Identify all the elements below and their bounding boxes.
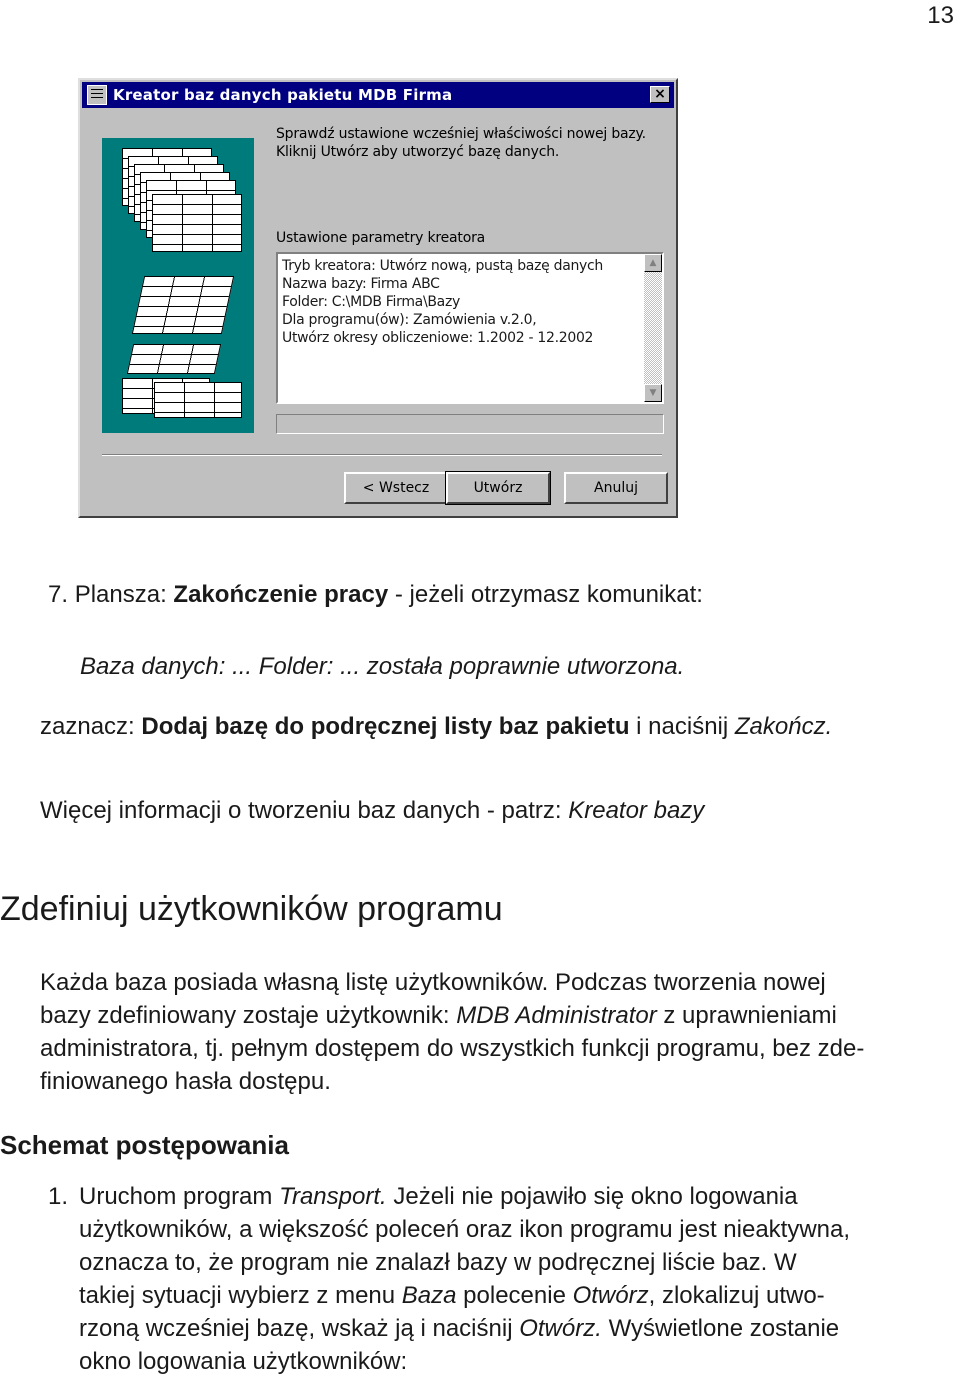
- step-line-1-prefix: Uruchom program: [79, 1183, 273, 1210]
- step-line-3: oznacza to, że program nie znalazł bazy w podręcznej liście baz. W: [79, 1249, 797, 1276]
- step-line-1: [79, 1180, 850, 1213]
- scroll-down-arrow-icon[interactable]: ▼: [644, 384, 662, 402]
- more-info-prefix: Więcej informacji o tworzeniu baz danych - patrz:: [40, 797, 562, 824]
- progress-bar: [276, 414, 664, 434]
- step-line-5-suffix: Wyświetlone zostanie: [608, 1315, 840, 1342]
- more-info: [40, 794, 704, 827]
- item-bold-term: Zakończenie pracy: [173, 581, 389, 608]
- params-listbox[interactable]: [276, 252, 664, 404]
- para-line-3: administratora, tj. pełnym dostępem do wszystkich funkcji programu, bez zde-: [40, 1035, 865, 1062]
- wizard-illustration: [102, 138, 254, 433]
- para-line-2: [40, 999, 864, 1032]
- param-line: Utwórz okresy obliczeniowe: 1.2002 - 12.2002: [282, 330, 594, 346]
- step-line-5-prefix: rzoną wcześniej bazę, wskaż ją i naciśnij: [79, 1315, 513, 1342]
- step-line-5: [79, 1312, 850, 1345]
- create-button[interactable]: Utwórz: [446, 472, 550, 504]
- dialog-title: Kreator baz danych pakietu MDB Firma: [113, 86, 453, 104]
- mark-middle: i naciśnij: [636, 713, 729, 740]
- mark-instruction: [40, 710, 832, 743]
- item-prefix: Plansza:: [74, 581, 167, 608]
- step-line-4-prefix: takiej sytuacji wybierz z menu: [79, 1282, 396, 1309]
- step-line-4-suffix: , zlokalizuj utwo-: [648, 1282, 825, 1309]
- table-sheet-icon: [152, 194, 242, 252]
- close-button[interactable]: ×: [650, 86, 670, 103]
- table-sheet-icon: [127, 344, 221, 374]
- step-1: [79, 1180, 850, 1378]
- item-number: 7.: [48, 581, 69, 608]
- vertical-scrollbar[interactable]: [644, 254, 662, 402]
- wizard-dialog: [78, 78, 678, 518]
- para-line-1: Każda baza posiada własną listę użytkowników. Podczas tworzenia nowej: [40, 969, 826, 996]
- param-line: Tryb kreatora: Utwórz nową, pustą bazę danych: [282, 258, 603, 274]
- step-line-1-italic: Transport.: [279, 1183, 387, 1210]
- table-sheet-icon: [154, 382, 242, 418]
- intro-line-2: Kliknij Utwórz aby utworzyć bazę danych.: [276, 144, 560, 160]
- message-italic: Baza danych: ... Folder: ... została poprawnie utworzona.: [80, 653, 685, 680]
- step-line-1-suffix: Jeżeli nie pojawiło się okno logowania: [393, 1183, 798, 1210]
- message-text: [80, 650, 684, 683]
- mark-bold: Dodaj bazę do podręcznej listy baz pakietu: [141, 713, 630, 740]
- step-line-4-italic-2: Otwórz: [572, 1282, 649, 1309]
- step-line-4: [79, 1279, 850, 1312]
- more-info-italic: Kreator bazy: [568, 797, 705, 824]
- intro-line-1: Sprawdź ustawione wcześniej właściwości nowej bazy.: [276, 126, 646, 142]
- param-line: Dla programu(ów): Zamówienia v.2.0,: [282, 312, 537, 328]
- scroll-up-arrow-icon[interactable]: ▲: [644, 254, 662, 272]
- users-paragraph: [40, 966, 864, 1098]
- dialog-titlebar[interactable]: [82, 82, 674, 108]
- step-line-4-italic-1: Baza: [401, 1282, 457, 1309]
- subsection-title: Schemat postępowania: [0, 1130, 289, 1160]
- database-app-icon: [87, 85, 107, 105]
- back-button[interactable]: < Wstecz: [344, 472, 448, 504]
- section-title: Zdefiniuj użytkowników programu: [0, 890, 503, 928]
- mark-italic: Zakończ.: [734, 713, 833, 740]
- step-line-6: okno logowania użytkowników:: [79, 1348, 408, 1375]
- param-line: Folder: C:\MDB Firma\Bazy: [282, 294, 460, 310]
- item-suffix: - jeżeli otrzymasz komunikat:: [394, 581, 703, 608]
- para-line-4: finiowanego hasła dostępu.: [40, 1068, 331, 1095]
- step-1-number: 1.: [48, 1183, 69, 1210]
- page-number: 13: [927, 2, 954, 29]
- mark-prefix: zaznacz:: [40, 713, 135, 740]
- para-line-2-prefix: bazy zdefiniowany zostaje użytkownik:: [40, 1002, 450, 1029]
- cancel-button[interactable]: Anuluj: [564, 472, 668, 504]
- step-line-2: użytkowników, a większość poleceń oraz ikon programu jest nieaktywna,: [79, 1216, 851, 1243]
- para-line-2-suffix: z uprawnieniami: [663, 1002, 837, 1029]
- step-line-5-italic: Otwórz.: [519, 1315, 602, 1342]
- divider: [102, 454, 662, 456]
- step-line-4-middle: polecenie: [463, 1282, 566, 1309]
- param-line: Nazwa bazy: Firma ABC: [282, 276, 440, 292]
- item-7: [48, 578, 703, 611]
- params-label: Ustawione parametry kreatora: [276, 230, 486, 246]
- table-sheet-icon: [132, 276, 234, 334]
- para-line-2-italic: MDB Administrator: [456, 1002, 657, 1029]
